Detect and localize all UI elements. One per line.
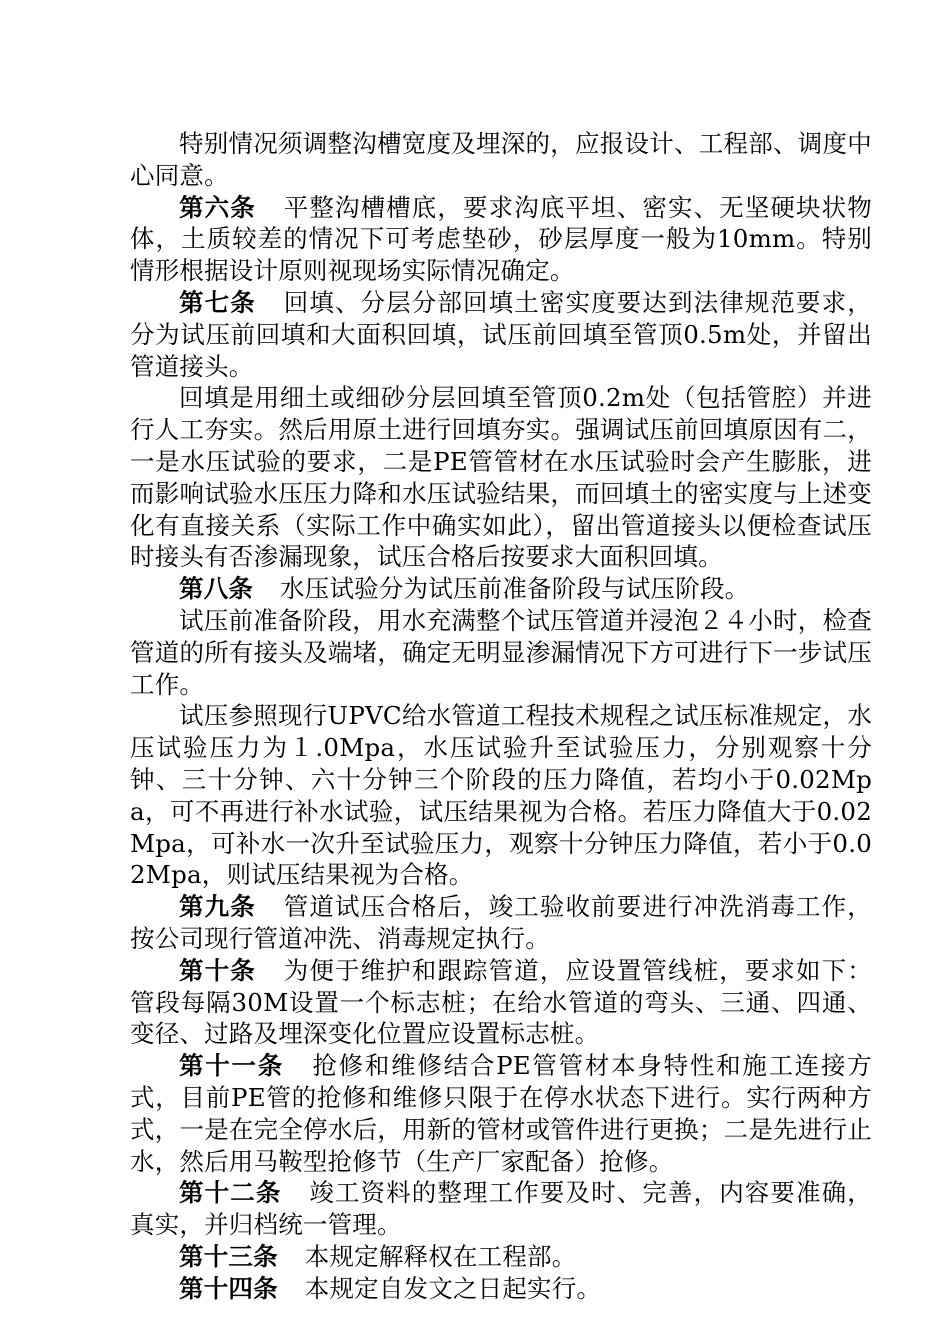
- paragraph-text: 特别情况须调整沟槽宽度及埋深的，应报设计、工程部、调度中心同意。: [130, 129, 872, 190]
- paragraph-text: 试压前准备阶段，用水充满整个试压管道并浸泡２４小时，检查管道的所有接头及端堵，确定无明显渗漏情况下方可进行下一步试压工作。: [130, 605, 872, 699]
- article-text: 回填、分层分部回填土密实度要达到法律规范要求，分为试压前回填和大面积回填，试压前回填至管顶0.5m处，并留出管道接头。: [130, 287, 872, 381]
- article-text: 本规定自发文之日起实行。: [304, 1273, 602, 1303]
- article-13: [130, 1241, 872, 1273]
- paragraph-text: 回填是用细土或细砂分层回填至管顶0.2m处（包括管腔）并进行人工夯实。然后用原土进行回填夯实。强调试压前回填原因有二，一是水压试验的要求，二是PE管管材在水压试验时会产生膨胀，进而影响试验水压压力降和水压试验结果，而回填土的密实度与上述变化有直接关系（实际工作中确实如此），留出管道接头以便检查试压时接头有否渗漏现象，试压合格后按要求大面积回填。: [130, 383, 872, 572]
- article-14: [130, 1273, 872, 1305]
- article-12: [130, 1177, 872, 1241]
- article-10: [130, 955, 872, 1050]
- article-text: 抢修和维修结合PE管管材本身特性和施工连接方式，目前PE管的抢修和维修只限于在停水状态下进行。实行两种方式，一是在完全停水后，用新的管材或管件进行更换；二是先进行止水，然后用马鞍型抢修节（生产厂家配备）抢修。: [130, 1051, 872, 1176]
- article-11: [130, 1050, 872, 1177]
- article-text: 竣工资料的整理工作要及时、完善，内容要准确，真实，并归档统一管理。: [130, 1178, 872, 1240]
- article-text: 本规定解释权在工程部。: [304, 1241, 577, 1271]
- paragraph-backfill: [130, 382, 872, 573]
- article-heading: 第十条: [179, 955, 256, 985]
- article-heading: 第十一条: [179, 1051, 284, 1081]
- article-7: [130, 287, 872, 382]
- document-page: [130, 128, 872, 1304]
- article-text: 管道试压合格后，竣工验收前要进行冲洗消毒工作，按公司现行管道冲洗、消毒规定执行。: [130, 892, 872, 953]
- article-9: [130, 891, 872, 955]
- paragraph-text: 试压参照现行UPVC给水管道工程技术规程之试压标准规定，水压试验压力为１.0Mpa，水压试验升至试验压力，分别观察十分钟、三十分钟、六十分钟三个阶段的压力降值，若均小于0.02Mpa，可不再进行补水试验，试压结果视为合格。若压力降值大于0.02Mpa，可补水一次升至试验压力，观察十分钟压力降值，若小于0.02Mpa，则试压结果视为合格。: [130, 701, 872, 890]
- article-6: [130, 192, 872, 287]
- article-heading: 第六条: [179, 192, 256, 222]
- article-heading: 第七条: [179, 287, 256, 317]
- article-8: [130, 573, 872, 605]
- article-heading: 第九条: [179, 892, 256, 922]
- article-text: 为便于维护和跟踪管道，应设置管线桩，要求如下：管段每隔30M设置一个标志桩；在给水管道的弯头、三通、四通、变径、过路及埋深变化位置应设置标志桩。: [130, 955, 872, 1049]
- article-heading: 第八条: [179, 574, 254, 604]
- article-heading: 第十四条: [179, 1273, 278, 1303]
- article-text: 平整沟槽槽底，要求沟底平坦、密实、无坚硬块状物体，土质较差的情况下可考虑垫砂，砂层厚度一般为10mm。特别情形根据设计原则视现场实际情况确定。: [130, 192, 872, 286]
- paragraph-pressure-test: [130, 700, 872, 891]
- paragraph-preparation: [130, 605, 872, 700]
- article-heading: 第十二条: [179, 1178, 282, 1208]
- article-text: 水压试验分为试压前准备阶段与试压阶段。: [280, 574, 750, 604]
- paragraph-1: [130, 128, 872, 192]
- article-heading: 第十三条: [179, 1241, 278, 1271]
